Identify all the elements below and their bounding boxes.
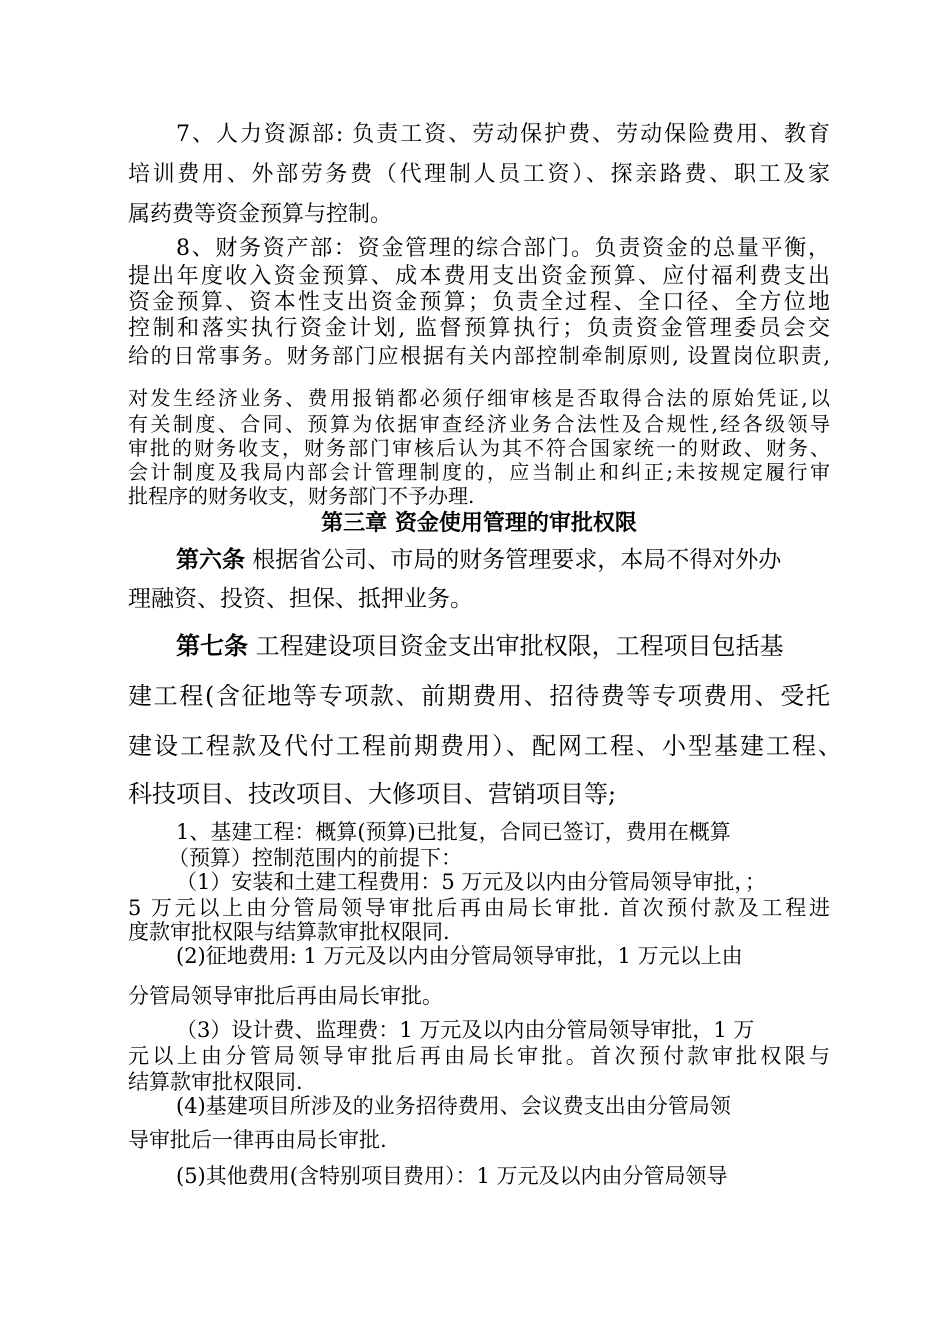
finance-line-3: 资金预算、资本性支出资金预算；负责全过程、全口径、全方位地	[128, 290, 830, 315]
finance-line-6: 对发生经济业务、费用报销都必须仔细审核是否取得合法的原始凭证,以	[128, 386, 830, 410]
sub4-line-1: (4)基建项目所涉及的业务招待费用、会议费支出由分管局领	[176, 1094, 731, 1118]
sub3-line-2: 元以上由分管局领导审批后再由局长审批。首次预付款审批权限与	[128, 1044, 830, 1068]
article7-line-4: 科技项目、技改项目、大修项目、营销项目等;	[128, 780, 617, 808]
hr-line-3: 属药费等资金预算与控制。	[128, 202, 393, 227]
finance-line-8: 审批的财务收支，财务部门审核后认为其不符合国家统一的财政、财务、	[128, 436, 830, 460]
sub1-line-2: 5 万元以上由分管局领导审批后再由局长审批. 首次预付款及工程进	[128, 896, 830, 920]
sub1-line-3: 度款审批权限与结算款审批权限同.	[128, 920, 450, 944]
finance-line-5: 给的日常事务。财务部门应根据有关内部控制牵制原则, 设置岗位职责,	[128, 344, 830, 368]
sub1-line-1: （1）安装和土建工程费用：5 万元及以内由分管局领导审批，；	[176, 870, 766, 894]
article7-line-3: 建设工程款及代付工程前期费用）、配网工程、小型基建工程、	[128, 732, 842, 760]
sub4-line-2: 导审批后一律再由局长审批.	[128, 1128, 387, 1152]
hr-line-2: 培训费用、外部劳务费（代理制人员工资）、探亲路费、职工及家	[128, 162, 830, 187]
sub2-line-1: (2)征地费用: 1 万元及以内由分管局领导审批，1 万元以上由	[176, 944, 743, 968]
article7-text-1: 工程建设项目资金支出审批权限，工程项目包括基	[248, 632, 784, 660]
sub3-line-1: （3）设计费、监理费：1 万元及以内由分管局领导审批，1 万	[176, 1018, 755, 1042]
sub5-line-1: (5)其他费用(含特别项目费用）：1 万元及以内由分管局领导	[176, 1164, 728, 1188]
article7-label: 第七条	[176, 631, 248, 660]
finance-line-1: 8、财务资产部：资金管理的综合部门。负责资金的总量平衡，	[176, 236, 830, 261]
article6-line-1	[176, 548, 781, 572]
finance-line-10: 批程序的财务收支，财务部门不予办理.	[128, 484, 475, 508]
sub3-line-3: 结算款审批权限同.	[128, 1070, 303, 1094]
article6-label: 第六条	[176, 546, 245, 573]
hr-line-1: 7、人力资源部: 负责工资、劳动保护费、劳动保险费用、教育	[176, 122, 830, 147]
article6-text-1: 根据省公司、市局的财务管理要求，本局不得对外办	[245, 547, 782, 573]
chapter-title: 第三章 资金使用管理的审批权限	[321, 510, 637, 536]
article7-line-1	[176, 631, 784, 660]
article6-line-2: 理融资、投资、担保、抵押业务。	[128, 586, 473, 612]
item1-line-2: （预算）控制范围内的前提下：	[168, 846, 462, 870]
finance-line-4: 控制和落实执行资金计划, 监督预算执行；负责资金管理委员会交	[128, 316, 830, 341]
article7-line-2: 建工程(含征地等专项款、前期费用、招待费等专项费用、受托	[128, 682, 830, 710]
sub2-line-2: 分管局领导审批后再由局长审批。	[128, 984, 443, 1008]
finance-line-2: 提出年度收入资金预算、成本费用支出资金预算、应付福利费支出	[128, 264, 830, 289]
finance-line-7: 有关制度、合同、预算为依据审查经济业务合法性及合规性,经各级领导	[128, 412, 830, 436]
finance-line-9: 会计制度及我局内部会计管理制度的，应当制止和纠正;未按规定履行审	[128, 460, 830, 484]
item1-line-1: 1、基建工程：概算(预算)已批复，合同已签订，费用在概算	[176, 820, 731, 844]
